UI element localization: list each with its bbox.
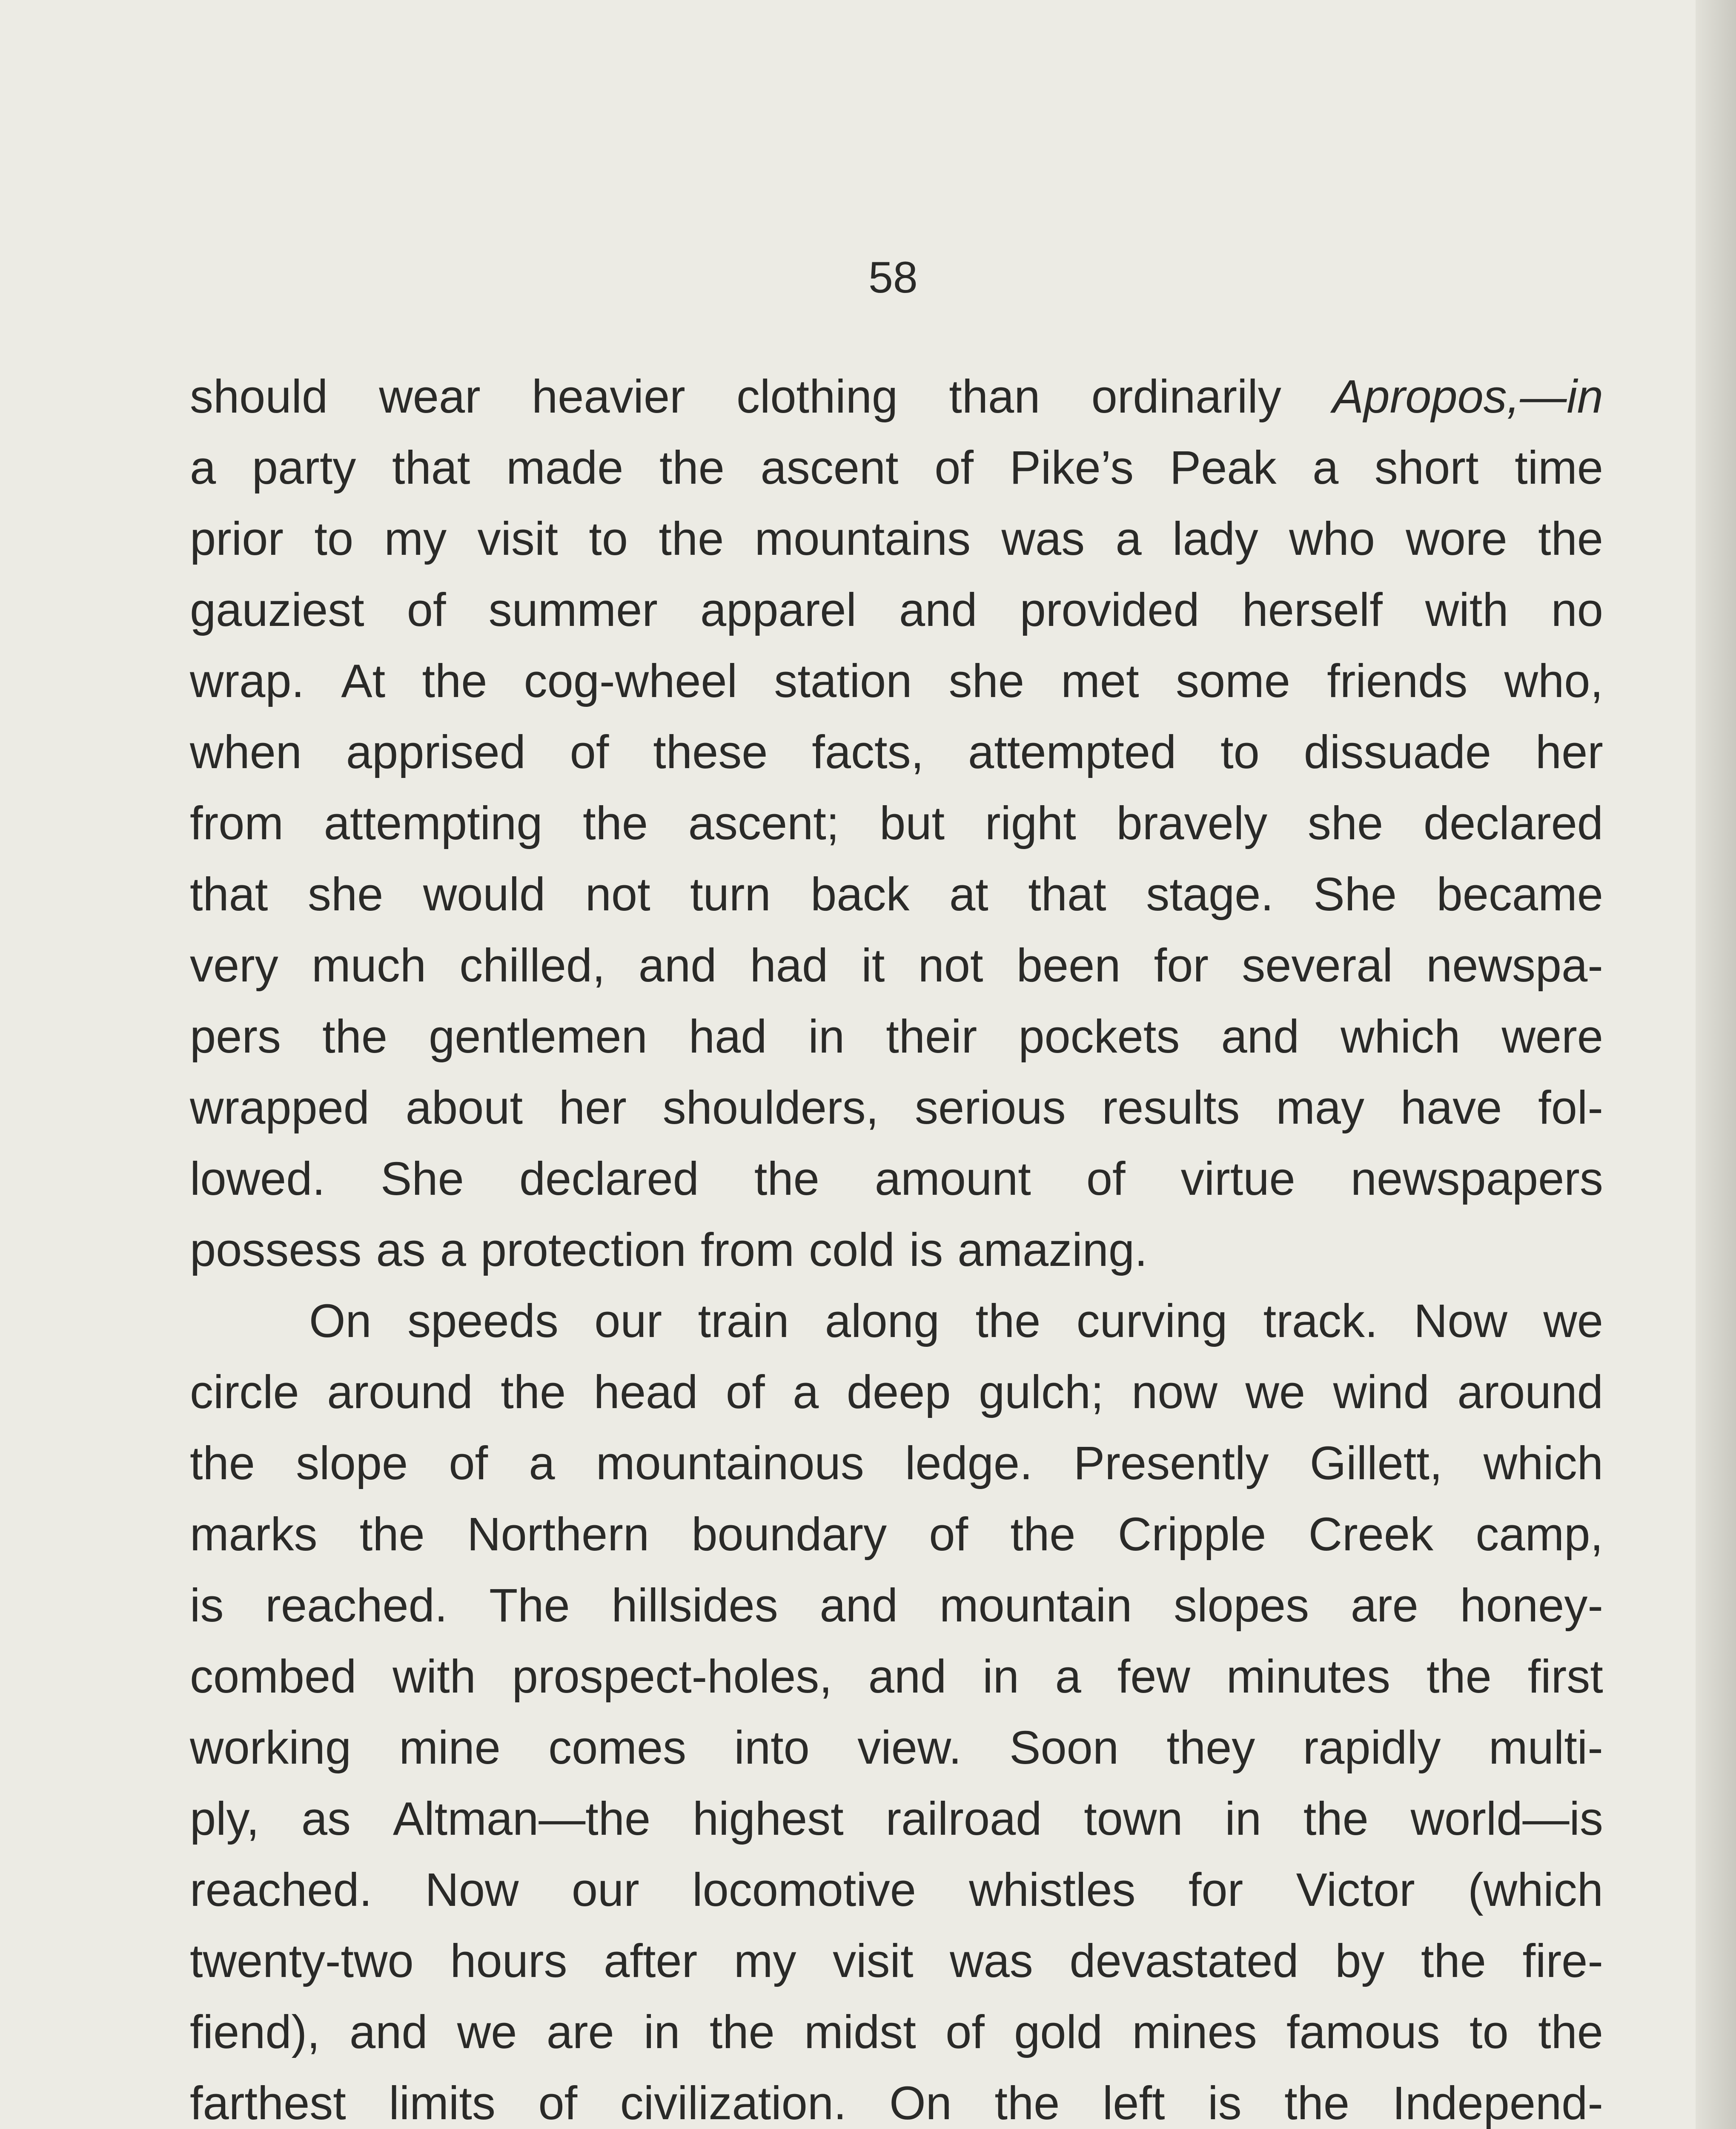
text-line — [190, 1072, 1603, 1143]
word: herself — [1242, 584, 1383, 636]
page-number: 58 — [868, 253, 918, 302]
word: a — [1055, 1650, 1081, 1703]
word: station — [774, 655, 912, 707]
word: around — [327, 1366, 473, 1418]
word: which — [1341, 1010, 1461, 1063]
word: turn — [690, 868, 771, 921]
word: was — [950, 1935, 1033, 1987]
word: of — [1086, 1153, 1126, 1205]
word: would — [423, 868, 546, 921]
word: visit — [477, 513, 558, 565]
word: apprised — [346, 726, 526, 778]
word: it — [861, 939, 885, 992]
word: in — [643, 2006, 680, 2058]
word: to — [1470, 2006, 1509, 2058]
word: her — [1535, 726, 1603, 778]
word: but — [879, 797, 945, 849]
word: comes — [548, 1722, 687, 1774]
word: should — [190, 370, 328, 423]
word: and — [819, 1579, 898, 1632]
word: declared — [519, 1153, 699, 1205]
word: wear — [379, 370, 481, 423]
word: limits — [389, 2077, 496, 2129]
word: is — [1208, 2077, 1242, 2129]
text-line — [190, 1285, 1603, 1357]
word: the — [1284, 2077, 1350, 2129]
word: At — [341, 655, 386, 707]
word: hillsides — [611, 1579, 778, 1632]
word: and — [638, 939, 717, 992]
word: the — [1538, 513, 1603, 565]
word: Apropos,—in — [1332, 370, 1603, 423]
word: the — [994, 2077, 1060, 2129]
word: wore — [1406, 513, 1507, 565]
word: back — [811, 868, 910, 921]
word: minutes — [1226, 1650, 1390, 1703]
word: On — [309, 1295, 372, 1347]
word: whistles — [969, 1864, 1136, 1916]
body-text — [190, 361, 1603, 2129]
text-line — [190, 1357, 1603, 1428]
text-line — [190, 1925, 1603, 1997]
word: slope — [296, 1437, 408, 1489]
text-line — [190, 717, 1603, 788]
word: On — [889, 2077, 952, 2129]
word: in — [808, 1010, 845, 1063]
word: than — [949, 370, 1040, 423]
word: when — [190, 726, 302, 778]
word: Independ- — [1392, 2077, 1603, 2129]
word: a — [1312, 442, 1339, 494]
word: midst — [804, 2006, 916, 2058]
word: mountain — [939, 1579, 1132, 1632]
text-line — [190, 1001, 1603, 1072]
word: right — [985, 797, 1076, 849]
text-line — [190, 1783, 1603, 1854]
word: was — [1001, 513, 1085, 565]
word: by — [1335, 1935, 1385, 1987]
word: were — [1501, 1010, 1603, 1063]
word: the — [1426, 1650, 1492, 1703]
word: our — [571, 1864, 639, 1916]
word: along — [825, 1295, 940, 1347]
text-line — [190, 432, 1603, 503]
word: Altman—the — [392, 1793, 651, 1845]
word: Peak — [1169, 442, 1277, 494]
word: visit — [833, 1935, 914, 1987]
word: head — [593, 1366, 698, 1418]
word: a — [793, 1366, 819, 1418]
word: they — [1166, 1722, 1255, 1774]
word: from — [700, 1224, 794, 1276]
text-line — [190, 1641, 1603, 1712]
text-line — [190, 503, 1603, 574]
word: their — [886, 1010, 977, 1063]
word: to — [1220, 726, 1260, 778]
word: some — [1175, 655, 1290, 707]
word: with — [1425, 584, 1509, 636]
word: She — [381, 1153, 464, 1205]
text-line — [190, 1997, 1603, 2068]
word: not — [918, 939, 983, 992]
word: combed — [190, 1650, 357, 1703]
word: locomotive — [692, 1864, 916, 1916]
word: we — [457, 2006, 517, 2058]
word: gentlemen — [429, 1010, 647, 1063]
word: circle — [190, 1366, 299, 1418]
word: her — [559, 1082, 627, 1134]
word: hours — [450, 1935, 567, 1987]
word: she — [1307, 797, 1384, 849]
word: pockets — [1018, 1010, 1180, 1063]
word: protection — [480, 1224, 686, 1276]
word: lady — [1172, 513, 1258, 565]
word: newspapers — [1350, 1153, 1603, 1205]
word: farthest — [190, 2077, 346, 2129]
word: of — [945, 2006, 985, 2058]
text-line — [190, 788, 1603, 859]
word: of — [570, 726, 609, 778]
word: have — [1400, 1082, 1502, 1134]
word: clothing — [736, 370, 898, 423]
word: fire- — [1522, 1935, 1603, 1987]
word: rapidly — [1303, 1722, 1441, 1774]
word: slopes — [1174, 1579, 1309, 1632]
word: gauziest — [190, 584, 364, 636]
word: of — [407, 584, 446, 636]
word: wrapped — [190, 1082, 370, 1134]
word: of — [934, 442, 974, 494]
text-line — [190, 646, 1603, 717]
word: Soon — [1009, 1722, 1119, 1774]
text-line — [190, 1854, 1603, 1925]
word: She — [1313, 868, 1397, 921]
word: facts, — [812, 726, 924, 778]
word: no — [1551, 584, 1603, 636]
word: amazing. — [957, 1224, 1148, 1276]
text-line — [190, 1712, 1603, 1783]
word: bravely — [1116, 797, 1268, 849]
word: and — [349, 2006, 428, 2058]
word: very — [190, 939, 278, 992]
word: declared — [1423, 797, 1603, 849]
word: Creek — [1308, 1508, 1434, 1561]
word: newspa- — [1426, 939, 1603, 992]
word: much — [312, 939, 427, 992]
word: ply, — [190, 1793, 260, 1845]
word: into — [734, 1722, 810, 1774]
word: may — [1276, 1082, 1365, 1134]
word: boundary — [691, 1508, 887, 1561]
word: of — [538, 2077, 578, 2129]
word: reached. — [265, 1579, 448, 1632]
word: cog-wheel — [524, 655, 738, 707]
word: ordinarily — [1091, 370, 1281, 423]
text-line — [190, 1143, 1603, 1214]
word: first — [1527, 1650, 1603, 1703]
word: are — [1350, 1579, 1418, 1632]
word: devastated — [1069, 1935, 1299, 1987]
word: attempting — [324, 797, 543, 849]
word: now — [1132, 1366, 1217, 1418]
word: ledge. — [905, 1437, 1033, 1489]
word: curving — [1076, 1295, 1228, 1347]
word: the — [1010, 1508, 1076, 1561]
word: been — [1016, 939, 1121, 992]
word: are — [546, 2006, 614, 2058]
word: Gillett, — [1309, 1437, 1443, 1489]
word: a — [529, 1437, 555, 1489]
word: the — [583, 797, 648, 849]
word: and — [868, 1650, 947, 1703]
word: for — [1188, 1864, 1243, 1916]
word: a — [190, 442, 216, 494]
word: of — [929, 1508, 968, 1561]
word: speeds — [407, 1295, 559, 1347]
word: wind — [1333, 1366, 1429, 1418]
word: who, — [1504, 655, 1603, 707]
word: with — [392, 1650, 476, 1703]
word: the — [1538, 2006, 1603, 2058]
word: famous — [1286, 2006, 1440, 2058]
word: that — [392, 442, 470, 494]
word: the — [422, 655, 487, 707]
word: had — [688, 1010, 767, 1063]
word: a — [1115, 513, 1142, 565]
word: short — [1374, 442, 1479, 494]
word: heavier — [531, 370, 685, 423]
word: virtue — [1180, 1153, 1295, 1205]
word: our — [594, 1295, 662, 1347]
word: at — [949, 868, 988, 921]
word: Northern — [467, 1508, 650, 1561]
word: prospect-holes, — [512, 1650, 832, 1703]
text-line — [190, 1499, 1603, 1570]
word: to — [589, 513, 628, 565]
word: time — [1515, 442, 1603, 494]
word: had — [750, 939, 828, 992]
word: railroad — [885, 1793, 1042, 1845]
word: prior — [190, 513, 284, 565]
word: around — [1457, 1366, 1603, 1418]
word: the — [190, 1437, 255, 1489]
word: the — [322, 1010, 387, 1063]
word: the — [754, 1153, 819, 1205]
text-line — [190, 1214, 1603, 1285]
word: a — [440, 1224, 466, 1276]
word: is — [909, 1224, 943, 1276]
word: gulch; — [979, 1366, 1104, 1418]
word: mountains — [754, 513, 971, 565]
word: the — [659, 513, 724, 565]
word: ascent; — [688, 797, 839, 849]
word: she — [307, 868, 384, 921]
word: to — [314, 513, 354, 565]
word: world—is — [1410, 1793, 1603, 1845]
word: dissuade — [1303, 726, 1492, 778]
word: deep — [846, 1366, 951, 1418]
word: mountainous — [596, 1437, 864, 1489]
word: chilled, — [459, 939, 605, 992]
word: apparel — [700, 584, 857, 636]
word: reached. — [190, 1864, 372, 1916]
word: as — [301, 1793, 351, 1845]
text-line — [190, 1570, 1603, 1641]
word: gold — [1014, 2006, 1103, 2058]
word: stage. — [1146, 868, 1274, 921]
word: lowed. — [190, 1153, 325, 1205]
word: as — [376, 1224, 426, 1276]
word: marks — [190, 1508, 318, 1561]
text-line — [190, 859, 1603, 930]
word: Pike’s — [1009, 442, 1134, 494]
word: summer — [488, 584, 658, 636]
word: highest — [692, 1793, 844, 1845]
word: became — [1436, 868, 1603, 921]
word: the — [501, 1366, 566, 1418]
word: who — [1289, 513, 1375, 565]
word: honey- — [1460, 1579, 1603, 1632]
word: several — [1242, 939, 1393, 992]
word: which — [1483, 1437, 1603, 1489]
word: working — [190, 1722, 352, 1774]
word: made — [506, 442, 624, 494]
text-line — [190, 930, 1603, 1001]
word: shoulders, — [662, 1082, 879, 1134]
word: about — [405, 1082, 523, 1134]
word: and — [899, 584, 977, 636]
word: provided — [1020, 584, 1200, 636]
word: twenty-two — [190, 1935, 414, 1987]
word: we — [1245, 1366, 1306, 1418]
word: train — [698, 1295, 789, 1347]
page-edge-shadow — [1696, 0, 1736, 2129]
word: town — [1084, 1793, 1183, 1845]
word: mine — [399, 1722, 501, 1774]
word: possess — [190, 1224, 362, 1276]
word: Victor — [1296, 1864, 1415, 1916]
word: The — [489, 1579, 570, 1632]
word: the — [975, 1295, 1041, 1347]
text-line — [190, 1428, 1603, 1499]
word: in — [983, 1650, 1019, 1703]
word: Cripple — [1117, 1508, 1266, 1561]
word: the — [659, 442, 725, 494]
word: after — [604, 1935, 698, 1987]
word: few — [1117, 1650, 1190, 1703]
word: cold — [808, 1224, 895, 1276]
word: of — [725, 1366, 765, 1418]
word: we — [1543, 1295, 1603, 1347]
word: attempted — [968, 726, 1177, 778]
word: fiend), — [190, 2006, 320, 2058]
word: my — [733, 1935, 796, 1987]
word: from — [190, 797, 284, 849]
word: is — [190, 1579, 224, 1632]
word: that — [1028, 868, 1106, 921]
word: party — [252, 442, 356, 494]
word: (which — [1468, 1864, 1603, 1916]
word: track. — [1263, 1295, 1378, 1347]
word: camp, — [1475, 1508, 1603, 1561]
text-line — [190, 361, 1603, 432]
word: these — [653, 726, 768, 778]
word: my — [384, 513, 447, 565]
word: serious — [914, 1082, 1066, 1134]
word: Now — [1413, 1295, 1507, 1347]
word: friends — [1327, 655, 1468, 707]
word: and — [1221, 1010, 1300, 1063]
word: fol- — [1538, 1082, 1603, 1134]
word: that — [190, 868, 268, 921]
word: in — [1225, 1793, 1262, 1845]
word: civilization. — [620, 2077, 847, 2129]
word: view. — [857, 1722, 962, 1774]
word: met — [1061, 655, 1139, 707]
word: not — [585, 868, 650, 921]
word: the — [1421, 1935, 1486, 1987]
word: results — [1102, 1082, 1240, 1134]
word: of — [449, 1437, 488, 1489]
word: the — [709, 2006, 775, 2058]
word: for — [1154, 939, 1209, 992]
word: multi- — [1489, 1722, 1603, 1774]
word: mines — [1132, 2006, 1257, 2058]
word: she — [948, 655, 1025, 707]
text-line — [190, 574, 1603, 646]
text-line — [190, 2068, 1603, 2129]
word: wrap. — [190, 655, 304, 707]
word: the — [1303, 1793, 1369, 1845]
word: left — [1102, 2077, 1165, 2129]
word: amount — [874, 1153, 1031, 1205]
word: Presently — [1073, 1437, 1269, 1489]
word: Now — [425, 1864, 519, 1916]
word: ascent — [760, 442, 899, 494]
word: the — [359, 1508, 425, 1561]
word: pers — [190, 1010, 281, 1063]
